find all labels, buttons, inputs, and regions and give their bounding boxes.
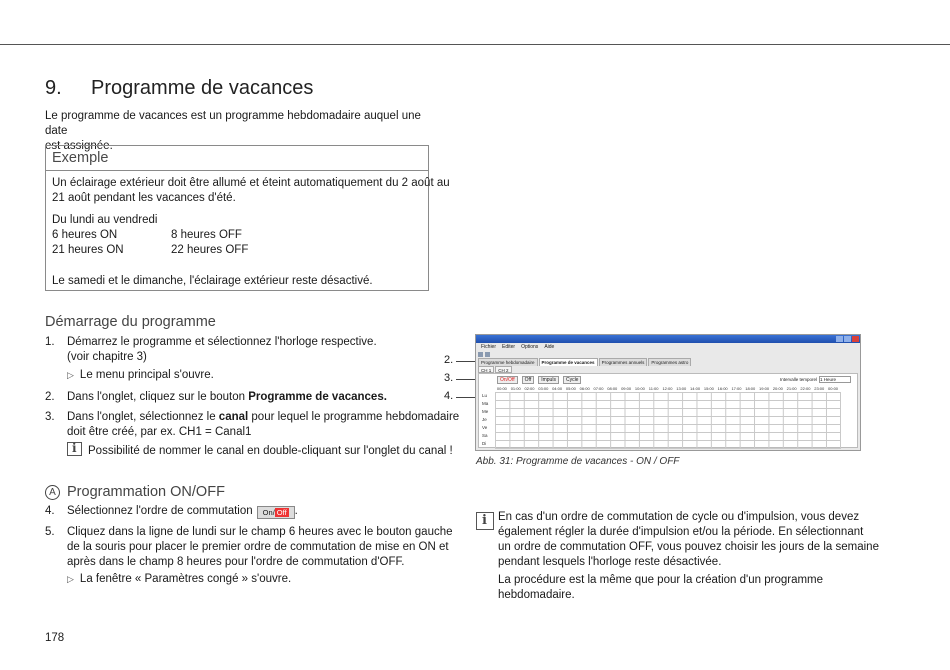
item-emphasis: canal — [218, 411, 249, 423]
note-info-icon-wrap — [476, 512, 500, 533]
tab-ch2: CH 2 — [495, 366, 511, 373]
hour-label: 10:00 — [634, 386, 645, 391]
note-line: hebdomadaire. — [498, 589, 575, 601]
off-label: Off — [276, 508, 287, 517]
hour-label: 08:00 — [607, 386, 618, 391]
section-heading — [45, 77, 313, 100]
day-labels — [482, 392, 488, 448]
open-icon — [478, 352, 483, 357]
item-result — [67, 572, 453, 587]
day-label: Ma — [482, 401, 489, 406]
hour-label: 04:00 — [552, 386, 563, 391]
onoff-heading — [45, 484, 225, 500]
hour-label: 02:00 — [524, 386, 535, 391]
example-line: Le samedi et le dimanche, l'éclairage extérieur reste désactivé. — [52, 275, 373, 287]
day-label: Je — [482, 417, 487, 422]
interval-control — [780, 376, 851, 383]
hour-label: 15:00 — [703, 386, 714, 391]
hour-label: 05:00 — [565, 386, 576, 391]
menu-item: Aide — [544, 344, 555, 350]
minimize-icon — [836, 336, 843, 342]
note-line: En cas d'un ordre de commutation de cycle ou d'impulsion, vous devez — [498, 511, 860, 523]
info-icon — [67, 442, 82, 456]
item-number: 3. — [45, 411, 55, 423]
item-result — [67, 368, 377, 383]
hour-labels — [495, 386, 840, 391]
note-line: La procédure est la même que pour la création d'un programme — [498, 574, 824, 586]
note-line: un ordre de commutation OFF, vous pouvez choisir les jours de la semaine — [498, 541, 879, 553]
section-number: 9. — [45, 77, 62, 99]
window-titlebar — [476, 335, 860, 343]
day-label: Me — [482, 409, 489, 414]
close-icon — [852, 336, 859, 342]
item-text: de la souris pour placer le premier ordre de commutation de mise en ON et — [67, 541, 449, 553]
tab-weekly: Programme hebdomadaire — [478, 358, 538, 366]
marker-a-icon: A — [45, 485, 60, 500]
callout-3: 3. — [444, 372, 454, 384]
item-emphasis: Programme de vacances. — [248, 391, 387, 403]
note-line: également régler la durée d'impulsion et/ou la période. En sélectionnant — [498, 526, 864, 538]
item-text: Démarrez le programme et sélectionnez l'horloge respective. — [67, 336, 377, 348]
intro-line: Le programme de vacances est un programme hebdomadaire auquel une date — [45, 110, 421, 137]
result-arrow-icon: ▷ — [67, 370, 74, 380]
list-item — [45, 525, 453, 587]
day-label: Lu — [482, 393, 488, 398]
page-number: 178 — [45, 632, 65, 644]
tab-ch1: CH 1 — [478, 366, 494, 373]
hour-label: 03:00 — [538, 386, 549, 391]
tab-astro: Programmes astro — [648, 358, 691, 366]
interval-select: 1 Heure — [819, 376, 851, 383]
callout-4: 4. — [444, 390, 454, 402]
example-row-1 — [52, 228, 242, 243]
hour-label: 11:00 — [648, 386, 659, 391]
schedule-panel — [478, 373, 858, 448]
info-icon — [476, 512, 494, 530]
hour-label: 14:00 — [690, 386, 701, 391]
hour-label: 23:00 — [814, 386, 825, 391]
item-number: 2. — [45, 391, 55, 403]
hour-label: 17:00 — [731, 386, 742, 391]
hour-label: 06:00 — [579, 386, 590, 391]
hour-label: 20:00 — [772, 386, 783, 391]
start-heading: Démarrage du programme — [45, 314, 216, 330]
command-buttons — [497, 376, 581, 384]
top-rule — [0, 44, 950, 45]
example-row-2 — [52, 243, 249, 258]
item-text: (voir chapitre 3) — [67, 351, 147, 363]
example-box — [45, 145, 450, 291]
program-tabs — [476, 358, 860, 366]
day-label: Ve — [482, 425, 488, 430]
item-text: pour lequel le programme hebdomadaire — [248, 411, 460, 423]
example-line: 21 août pendant les vacances d'été. — [52, 192, 236, 204]
off-time: 8 heures OFF — [171, 229, 242, 241]
example-line: Un éclairage extérieur doit être allumé et éteint automatiquement du 2 août au — [52, 177, 450, 189]
separator: / — [272, 508, 275, 517]
item-text: après dans le champ 8 heures pour l'ordre de commutation d'OFF. — [67, 556, 405, 568]
toolbar — [476, 351, 860, 358]
off-command: Off — [522, 376, 535, 384]
hour-label: 09:00 — [621, 386, 632, 391]
maximize-icon — [844, 336, 851, 342]
hour-label: 12:00 — [662, 386, 673, 391]
menu-bar — [476, 343, 860, 351]
item-number: 5. — [45, 526, 55, 538]
hour-label: 21:00 — [786, 386, 797, 391]
intro-line: est assignée. — [45, 140, 113, 152]
example-heading: Exemple — [46, 146, 428, 171]
impulse-command: Impuls — [538, 376, 559, 384]
menu-item: Editer — [502, 344, 516, 350]
list-item — [45, 410, 460, 460]
hour-label: 01:00 — [510, 386, 521, 391]
channel-tabs — [476, 366, 860, 373]
onoff-command: On/Off — [497, 376, 518, 384]
example-line: Du lundi au vendredi — [52, 214, 158, 226]
hour-label: 16:00 — [717, 386, 728, 391]
hour-label: 07:00 — [593, 386, 604, 391]
software-screenshot — [475, 334, 861, 451]
on-off-button-icon — [257, 506, 295, 519]
hour-label: 18:00 — [745, 386, 756, 391]
on-label: On — [262, 508, 273, 517]
on-time: 6 heures ON — [52, 229, 118, 241]
tab-holiday: Programme de vacances — [539, 358, 598, 366]
item-number: 1. — [45, 336, 55, 348]
item-text: Sélectionnez l'ordre de commutation — [67, 505, 253, 517]
menu-item: Fichier — [481, 344, 497, 350]
tab-annual: Programmes annuels — [599, 358, 648, 366]
item-text: Cliquez dans la ligne de lundi sur le champ 6 heures avec le bouton gauche — [67, 526, 453, 538]
hour-label: 00:00 — [828, 386, 839, 391]
hour-label: 19:00 — [759, 386, 770, 391]
item-note — [67, 442, 459, 459]
result-text: La fenêtre « Paramètres congé » s'ouvre. — [79, 573, 292, 585]
note-paragraph — [498, 510, 898, 603]
result-arrow-icon: ▷ — [67, 574, 74, 584]
note-text: Possibilité de nommer le canal en double-cliquant sur l'onglet du canal ! — [88, 445, 453, 457]
list-item — [45, 390, 445, 405]
cycle-command: Cycle — [563, 376, 582, 384]
note-line: pendant lesquels l'horloge reste désactivée. — [498, 556, 722, 568]
hour-label: 22:00 — [800, 386, 811, 391]
section-title: Programme de vacances — [91, 77, 314, 99]
hour-label: 13:00 — [676, 386, 687, 391]
onoff-heading-text: Programmation ON/OFF — [67, 484, 225, 500]
grid-cells — [495, 392, 841, 449]
off-time: 22 heures OFF — [171, 244, 249, 256]
day-label: Di — [482, 441, 487, 446]
list-item: 4. Sélectionnez l'ordre de commutation On/ Off . — [45, 505, 298, 517]
figure-caption: Abb. 31: Programme de vacances - ON / OFF — [476, 456, 680, 467]
item-text: Dans l'onglet, cliquez sur le bouton — [67, 391, 249, 403]
result-text: Le menu principal s'ouvre. — [79, 369, 214, 381]
hour-label: 00:00 — [496, 386, 507, 391]
day-label: Sa — [482, 433, 488, 438]
item-number: 4. — [45, 505, 55, 517]
list-item — [45, 335, 445, 383]
item-text: Dans l'onglet, sélectionnez le — [67, 411, 219, 423]
callout-2: 2. — [444, 354, 454, 366]
interval-label: Intervalle temporel — [779, 377, 817, 382]
print-icon — [485, 352, 490, 357]
item-text: doit être créé, par ex. CH1 = Canal1 — [67, 426, 252, 438]
menu-item: Options — [521, 344, 539, 350]
on-time: 21 heures ON — [52, 244, 124, 256]
